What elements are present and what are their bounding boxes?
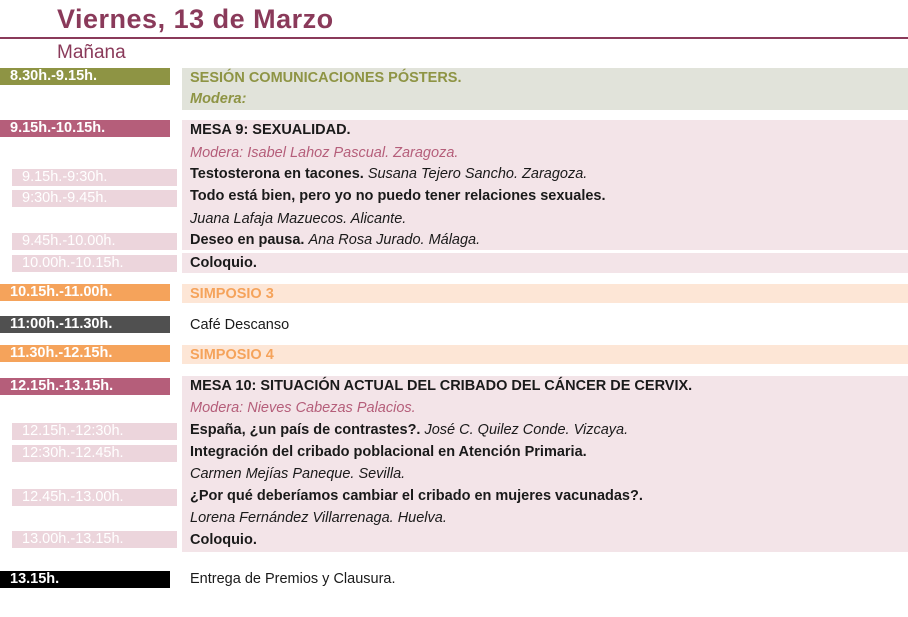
talk-time: 13.00h.-13.15h. [12,531,177,548]
session-title-posters: SESIÓN COMUNICACIONES PÓSTERS. [190,70,462,86]
talk-time: 12.45h.-13.00h. [12,489,177,506]
session-moderator-mesa9: Modera: Isabel Lahoz Pascual. Zaragoza. [190,145,459,161]
talk-title: Coloquio. [190,255,257,271]
session-title-mesa9: MESA 9: SEXUALIDAD. [190,122,351,138]
session-time-mesa9: 9.15h.-10.15h. [0,120,170,137]
session-band-mesa9-coloquio [182,253,908,273]
talk-speaker: Juana Lafaja Mazuecos. Alicante. [190,211,407,227]
session-title-mesa10: MESA 10: SITUACIÓN ACTUAL DEL CRIBADO DEL CÁNCER DE CERVIX. [190,378,693,394]
page-title: Viernes, 13 de Marzo [57,4,334,34]
session-moderator-posters: Modera: [190,91,247,107]
session-title-simposio3: SIMPOSIO 3 [190,286,274,302]
talk-speaker: José C. Quilez Conde. Vizcaya. [424,422,629,438]
session-time-simposio4: 11.30h.-12.15h. [0,345,170,362]
talk-time: 10.00h.-10.15h. [12,255,177,272]
session-moderator-mesa10: Modera: Nieves Cabezas Palacios. [190,400,416,416]
talk-title: Integración del cribado poblacional en Atención Primaria. [190,444,587,460]
talk-time: 9.45h.-10.00h. [12,233,177,250]
session-title-cafe: Café Descanso [190,317,290,333]
session-title-simposio4: SIMPOSIO 4 [190,347,274,363]
talk-title: Coloquio. [190,532,257,548]
session-title-clausura: Entrega de Premios y Clausura. [190,571,396,587]
talk-title: Todo está bien, pero yo no puedo tener relaciones sexuales. [190,188,606,204]
talk-time: 9:30h.-9.45h. [12,190,177,207]
talk-title: Testosterona en tacones. [190,166,364,182]
session-time-posters: 8.30h.-9.15h. [0,68,170,85]
session-time-simposio3: 10.15h.-11.00h. [0,284,170,301]
session-band-simposio3 [182,284,908,303]
talk-speaker: Carmen Mejías Paneque. Sevilla. [190,466,406,482]
talk-speaker: Susana Tejero Sancho. Zaragoza. [367,166,588,182]
talk-title: Deseo en pausa. [190,232,305,248]
talk-speaker: Ana Rosa Jurado. Málaga. [308,232,481,248]
session-band-simposio4 [182,345,908,364]
page-subtitle: Mañana [57,42,126,63]
talk-time: 12:30h.-12.45h. [12,445,177,462]
talk-time: 12.15h.-12:30h. [12,423,177,440]
talk-entry [190,420,628,440]
talk-time: 9.15h.-9:30h. [12,169,177,186]
talk-entry [190,230,480,250]
title-divider [0,37,908,39]
talk-speaker: Lorena Fernández Villarrenaga. Huelva. [190,510,447,526]
session-time-clausura: 13.15h. [0,571,170,588]
talk-title: ¿Por qué deberíamos cambiar el cribado en mujeres vacunadas?. [190,488,643,504]
session-time-mesa10: 12.15h.-13.15h. [0,378,170,395]
session-time-cafe: 11:00h.-11.30h. [0,316,170,333]
talk-entry [190,164,587,184]
talk-title: España, ¿un país de contrastes?. [190,422,421,438]
